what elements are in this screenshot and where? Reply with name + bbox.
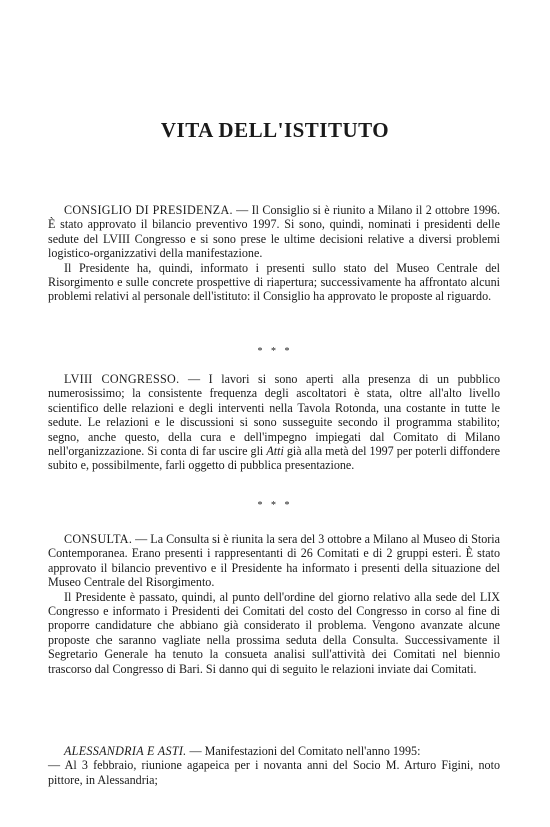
paragraph-text: — I lavori si sono aperti alla presenza di un pubblico numerosissimo; la consistente frequenza degli ascoltatori è stata, oltre all'alto livello scientifico delle relazioni e degli interventi nella Tavola Rotonda, una costante in tutte le sedute. Le relazioni e le discussioni si sono susseguite secondo il programma stabilito; segno, anche questo, della cura e dell'impegno impiegati dal Comitato di Milano nell'organizzazione. Si conta di far uscire gli <box>48 372 500 459</box>
section-heading: CONSULTA. <box>64 532 133 546</box>
paragraph-text: — Il Consiglio si è riunito a Milano il 2 ottobre 1996. È stato approvato il bilancio preventivo 1997. Si sono, quindi, nominati i presidenti delle sedute del LVIII Congresso e si sono prese le ultime decisioni relative a diversi problemi logistico-organizzativi della manifestazione. <box>48 203 500 261</box>
paragraph-text: già alla metà del 1997 per poterli diffondere subito e, possibilmente, farli oggetto di pubblica presentazione. <box>48 444 500 473</box>
section-separator: * * * <box>257 346 293 357</box>
section-consulta <box>48 532 500 676</box>
section-alessandria-asti <box>48 744 500 787</box>
section-lviii-congresso <box>48 372 500 473</box>
section-heading: ALESSANDRIA E ASTI. <box>64 744 187 758</box>
section-heading: LVIII CONGRESSO. <box>64 372 180 386</box>
paragraph <box>48 372 500 473</box>
paragraph <box>48 744 500 758</box>
paragraph: — Al 3 febbraio, riunione agapeica per i novanta anni del Socio M. Arturo Figini, noto pittore, in Alessandria; <box>48 758 500 787</box>
paragraph <box>48 532 500 590</box>
paragraph <box>48 203 500 261</box>
section-separator: * * * <box>257 500 293 511</box>
paragraph: Il Presidente è passato, quindi, al punto dell'ordine del giorno relativo alla sede del LIX Congresso e informato i Presidenti dei Comitati del costo del Congresso in corso al fine di proporre candidature che abbiano già considerato il problema. Vengono avanzate alcune proposte che saranno vagliate nella prossima seduta della Consulta. Successivamente il Segretario Generale ha tenuto la consueta analisi sull'attività dei Comitati nel biennio trascorso dal Congresso di Bari. Si danno qui di seguito le relazioni inviate dai Comitati. <box>48 589 500 676</box>
section-heading: CONSIGLIO DI PRESIDENZA. <box>64 203 233 217</box>
paragraph-text: — Manifestazioni del Comitato nell'anno 1995: <box>186 744 421 758</box>
page-title: VITA DELL'ISTITUTO <box>160 118 390 142</box>
paragraph: Il Presidente ha, quindi, informato i presenti sullo stato del Museo Centrale del Risorgimento e sulle concrete prospettive di riapertura; successivamente ha affrontato alcuni problemi relativi al personale dell'istituto: il Consiglio ha approvato le proposte al riguardo. <box>48 260 500 304</box>
atti-italic: Atti <box>266 444 284 459</box>
section-consiglio-presidenza <box>48 203 500 304</box>
paragraph-text: — La Consulta si è riunita la sera del 3 ottobre a Milano al Museo di Storia Contemporanea. Erano presenti i rappresentanti di 26 Comitati e di 2 gruppi esteri. È stato approvato il bilancio preventivo e il Presidente ha informato i presenti della situazione del Museo Centrale del Risorgimento. <box>48 532 500 590</box>
